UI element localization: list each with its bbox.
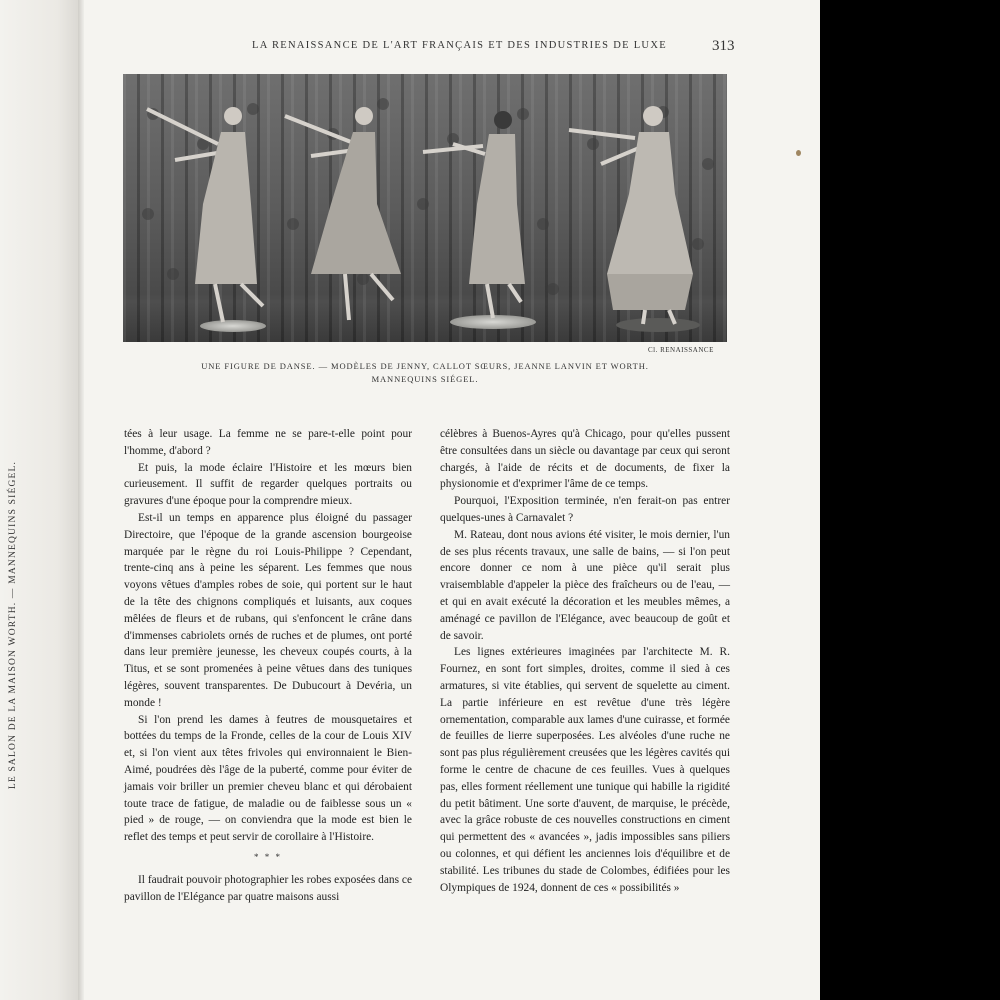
caption-line-2: MANNEQUINS SIÉGEL. bbox=[371, 374, 479, 384]
mannequin-base-4 bbox=[616, 318, 700, 332]
black-background bbox=[820, 0, 1000, 1000]
paragraph: Et puis, la mode éclaire l'Histoire et les mœurs bien curieusement. Il suffit de regarder quelques portraits ou gravures d'une époque pour la comprendre mieux. bbox=[124, 461, 412, 508]
running-head: LA RENAISSANCE DE L'ART FRANÇAIS ET DES INDUSTRIES DE LUXE bbox=[252, 40, 667, 51]
mannequin-figure-2 bbox=[285, 107, 401, 320]
paragraph: Est-il un temps en apparence plus éloigné du passager Directoire, que l'époque de la grande ascension bourgeoise marquée par le règne du roi Louis-Philippe ? Cependant, trente-cinq ans à peine les séparent. Les femmes que nous voyons vêtues d'amples robes de soie, qui portent sur le haut de la tête des chignons compliqués et luisants, aux coques mêlées de fleurs et de rubans, qui s'enfoncent le crâne dans d'immenses cabriolets ornés de ruches et de plumes, ont porté dans leur première jeunesse, les cheveux coupés courts, à la Titus, et se sont promenées à peine vêtues dans des tuniques légères, souvent transparentes. De Dubucourt à Devéria, un monde ! bbox=[124, 511, 412, 709]
page-number: 313 bbox=[712, 38, 735, 54]
paragraph: Les lignes extérieures imaginées par l'architecte M. R. Fournez, en sont fort simples, droites, comme il sied à ces armatures, si vite établies, qui servent de squelette au ciment. La partie inférieure en est revêtue d'une très légère ornementation, comparable aux lames d'une cuirasse, et formée de feuilles de lierre superposées. Les alvéoles d'une ruche ne sont pas plus régulièrement creusées que les légères cavités qui forme le centre de chacune de ces feuilles. Vues à quelques pas, elles forment réellement une tunique qui habille la rigidité du petit bâtiment. Une sorte d'auvent, de marquise, le précède, avec la grâce robuste de ces nouvelles constructions en ciment qui permettent des « avancées », jadis impossibles sans piliers ou colonnes, et qui défient les anciennes lois d'équilibre et de stabilité. Les tribunes du stade de Colombes, édifiées pour les Olympiques de 1924, donnent de ces « possibilités » bbox=[440, 646, 730, 894]
mannequin-base-1 bbox=[200, 320, 266, 332]
mannequin-figure-1 bbox=[147, 107, 263, 322]
right-text-column bbox=[440, 426, 730, 896]
dance-photograph bbox=[123, 74, 727, 342]
spine-title: LE SALON DE LA MAISON WORTH. — MANNEQUINS SIÉGEL. bbox=[8, 460, 18, 790]
left-text-column bbox=[124, 426, 412, 906]
photo-caption bbox=[200, 360, 650, 386]
paragraph: Pourquoi, l'Exposition terminée, n'en ferait-on pas entrer quelques-unes à Carnavalet ? bbox=[440, 495, 730, 524]
mannequin-figure-4 bbox=[569, 106, 693, 324]
asterism: * * * bbox=[254, 851, 282, 862]
mannequin-figures bbox=[123, 74, 727, 342]
photo-credit: Cl. RENAISSANCE bbox=[648, 346, 714, 354]
paragraph: tées à leur usage. La femme ne se pare-t-elle point pour l'homme, d'abord ? bbox=[124, 428, 412, 457]
paragraph: Si l'on prend les dames à feutres de mousquetaires et bottées du temps de la Fronde, celles de la cour de Louis XIV et, si l'on vient aux têtes frivoles qui environnaient le Bien-Aimé, poudrées dès l'âge de la puberté, comme pour éviter de jamais voir briller un premier cheveu blanc et qui dérobaient toute trace de fatigue, de maladie ou de faiblesse sous un « pied » de rouge, — on conviendra que la mode est bien le reflet des temps et peut servir de corollaire à l'Histoire. bbox=[124, 713, 412, 844]
mannequin-figure-3 bbox=[423, 111, 525, 318]
paper-stain bbox=[796, 150, 801, 156]
paragraph: célèbres à Buenos-Ayres qu'à Chicago, pour qu'elles pussent être consultées dans un siècle ou davantage par ceux qui seront chargés, à l'aide de récits et de documents, de fixer la physionomie et d'exprimer l'âme de ce temps. bbox=[440, 428, 730, 491]
paragraph: Il faudrait pouvoir photographier les robes exposées dans ce pavillon de l'Elégance par quatre maisons aussi bbox=[124, 873, 412, 903]
caption-line-1: UNE FIGURE DE DANSE. — MODÈLES DE JENNY, CALLOT SŒURS, JEANNE LANVIN ET WORTH. bbox=[201, 361, 649, 371]
paragraph: M. Rateau, dont nous avions été visiter, le mois dernier, l'un de ses plus récents travaux, une salle de bains, — si l'on peut encore donner ce nom à une pièce qu'il serait plus vraisemblable d'appeler la pièce des fraîcheurs ou de l'eau, — et qui en avait exécuté la décoration et les meubles mêmes, a aménagé ce pavillon de l'Elégance, avec beaucoup de goût et de savoir. bbox=[440, 528, 730, 642]
